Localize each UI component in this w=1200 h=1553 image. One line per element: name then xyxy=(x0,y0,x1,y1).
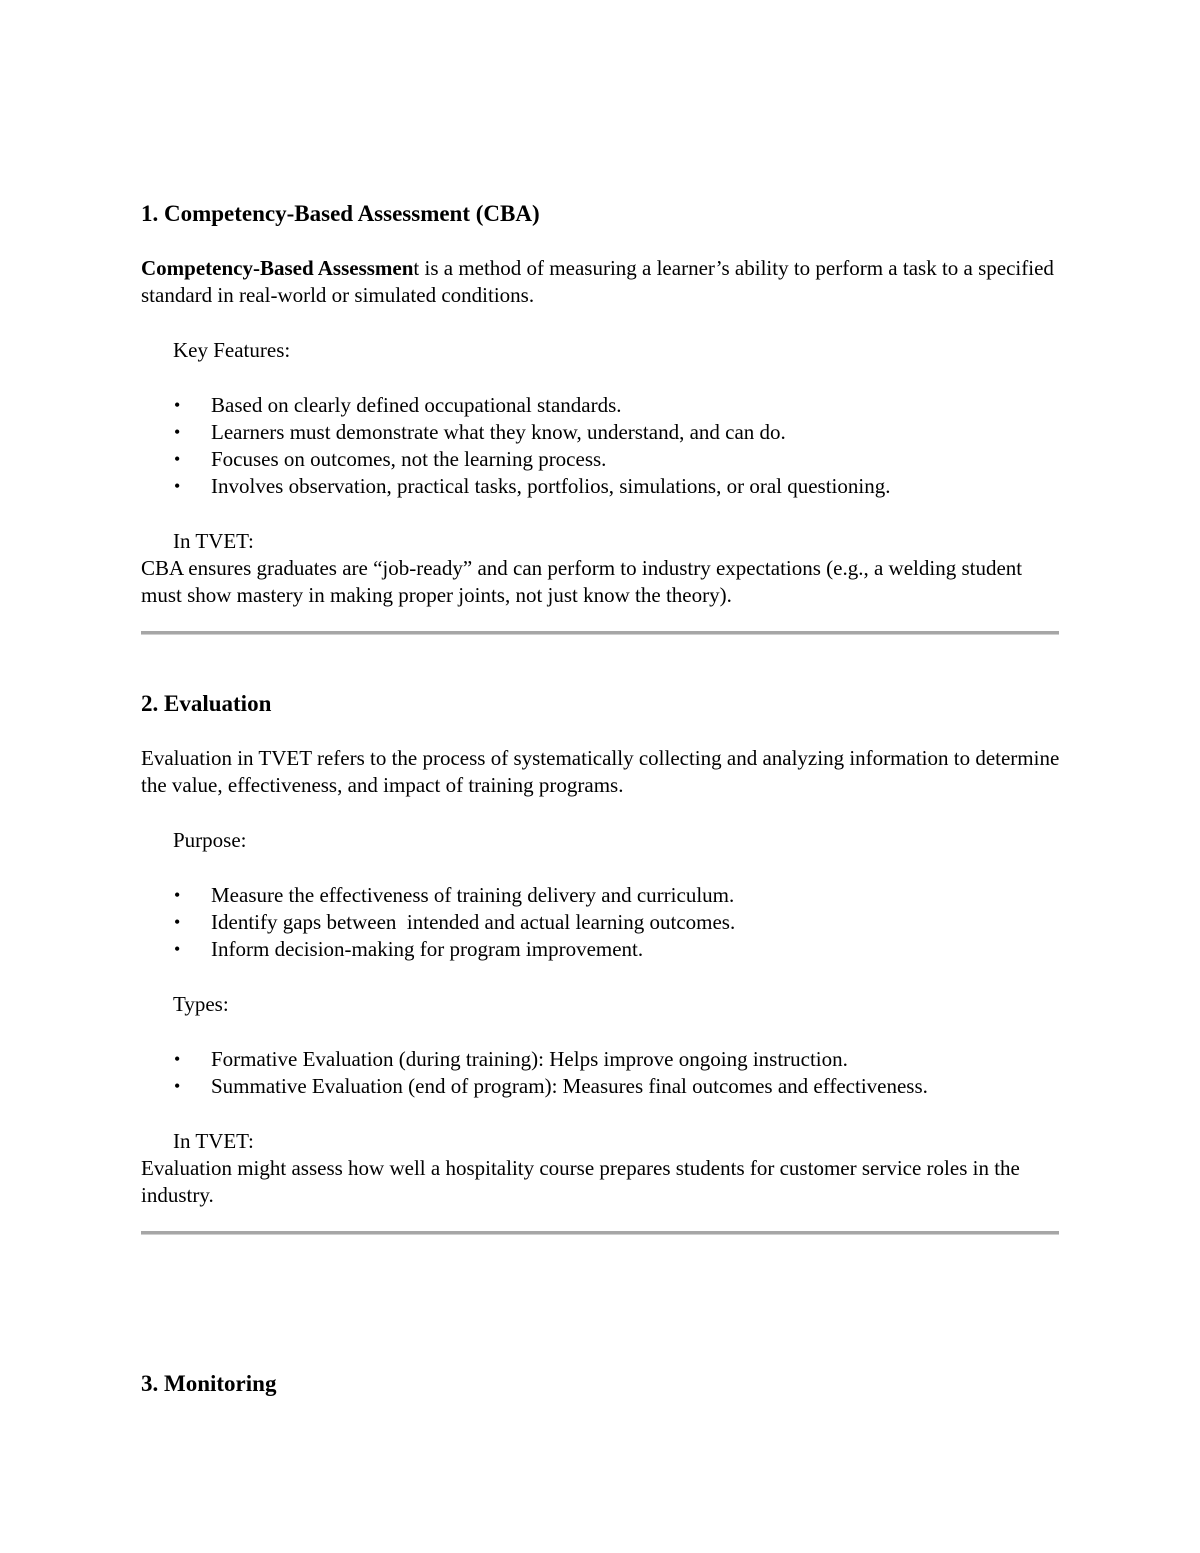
bullet-icon: • xyxy=(174,885,181,905)
list-item-text: Inform decision-making for program improvement. xyxy=(211,937,644,961)
list-item-text: Measure the effectiveness of training delivery and curriculum. xyxy=(211,883,735,907)
document-body xyxy=(141,197,1061,1401)
list-item xyxy=(141,419,1061,446)
types-label: Types: xyxy=(173,992,229,1016)
list-item-text: Involves observation, practical tasks, portfolios, simulations, or oral questioning. xyxy=(211,474,891,498)
section-2-in-tvet-text: Evaluation might assess how well a hospitality course prepares students for customer service roles in the industry. xyxy=(141,1156,1020,1207)
section-1-intro xyxy=(141,255,1061,309)
section-2-intro: Evaluation in TVET refers to the process of systematically collecting and analyzing information to determine the value, effectiveness, and impact of training programs. xyxy=(141,746,1060,797)
section-3-heading: 3. Monitoring xyxy=(141,1371,277,1396)
bullet-icon: • xyxy=(174,912,181,932)
section-1-intro-bold: Competency-Based Assessmen xyxy=(141,256,414,280)
list-item xyxy=(141,392,1061,419)
section-1-in-tvet-label: In TVET: xyxy=(173,529,254,553)
bullet-icon: • xyxy=(174,449,181,469)
purpose-list xyxy=(141,882,1061,963)
list-item xyxy=(141,882,1061,909)
list-item xyxy=(141,473,1061,500)
key-features-label: Key Features: xyxy=(173,338,291,362)
list-item-text: Focuses on outcomes, not the learning process. xyxy=(211,447,607,471)
section-1-intro-rest: t is a method of measuring a learner’s ability to perform a task to a specified standard in real-world or simulated conditions. xyxy=(141,256,1054,307)
section-1-in-tvet-text: CBA ensures graduates are “job-ready” and can perform to industry expectations (e.g., a welding student must show mastery in making proper joints, not just know the theory). xyxy=(141,556,1023,607)
list-item-text: Formative Evaluation (during training): Helps improve ongoing instruction. xyxy=(211,1047,848,1071)
list-item xyxy=(141,1046,1061,1073)
list-item xyxy=(141,446,1061,473)
bullet-icon: • xyxy=(174,1076,181,1096)
list-item xyxy=(141,909,1061,936)
list-item-text: Identify gaps between intended and actual learning outcomes. xyxy=(211,910,736,934)
section-2-heading: 2. Evaluation xyxy=(141,691,272,716)
list-item-text: Summative Evaluation (end of program): Measures final outcomes and effectiveness. xyxy=(211,1074,928,1098)
list-item-text: Learners must demonstrate what they know, understand, and can do. xyxy=(211,420,786,444)
purpose-label: Purpose: xyxy=(173,828,247,852)
section-2-in-tvet-label: In TVET: xyxy=(173,1129,254,1153)
bullet-icon: • xyxy=(174,1049,181,1069)
key-features-list xyxy=(141,392,1061,500)
list-item-text: Based on clearly defined occupational standards. xyxy=(211,393,622,417)
bullet-icon: • xyxy=(174,476,181,496)
types-list xyxy=(141,1046,1061,1100)
bullet-icon: • xyxy=(174,422,181,442)
list-item xyxy=(141,1073,1061,1100)
bullet-icon: • xyxy=(174,395,181,415)
section-1-heading: 1. Competency-Based Assessment (CBA) xyxy=(141,201,540,226)
list-item xyxy=(141,936,1061,963)
bullet-icon: • xyxy=(174,939,181,959)
